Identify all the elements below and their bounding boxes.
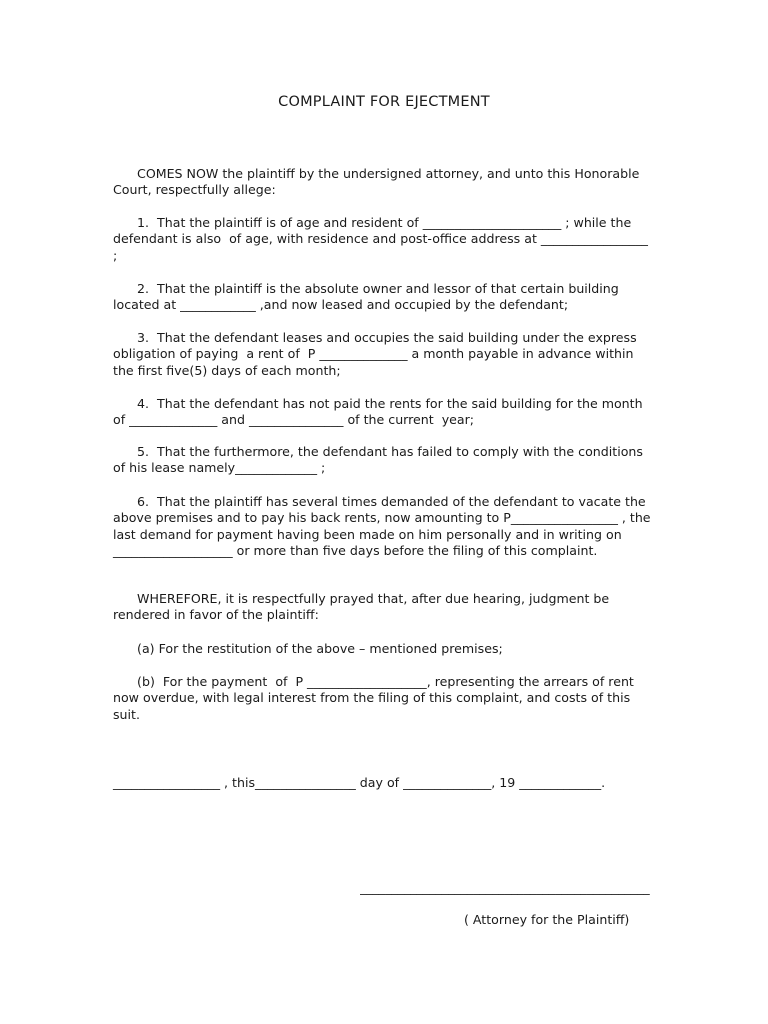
allegation-5: 5. That the furthermore, the defendant has failed to comply with the conditions of his lease namely_____________ ; bbox=[113, 444, 647, 476]
signature-line: ______________________________________________ bbox=[360, 880, 650, 895]
prayer-item-b: (b) For the payment of P ___________________, representing the arrears of rent now overdue, with legal interest from the filing of this complaint, and costs of this suit. bbox=[113, 674, 638, 722]
allegation-1: 1. That the plaintiff is of age and resident of ______________________ ; while the defendant is also of age, with residence and post-office address at _________________ ; bbox=[113, 215, 652, 263]
signature-label: ( Attorney for the Plaintiff) bbox=[464, 912, 630, 927]
allegation-3: 3. That the defendant leases and occupies the said building under the express obligation of paying a rent of P ______________ a month payable in advance within the first five(5) days of each month; bbox=[113, 330, 641, 378]
document-title: COMPLAINT FOR EJECTMENT bbox=[278, 94, 490, 110]
intro-paragraph: COMES NOW the plaintiff by the undersigned attorney, and unto this Honorable Court, respectfully allege: bbox=[113, 166, 644, 198]
allegation-6: 6. That the plaintiff has several times demanded of the defendant to vacate the above premises and to pay his back rents, now amounting to P_________________ , the last demand for payment having been made on him personally and in writing on ___________________ or more than five days before the filing of this complaint. bbox=[113, 494, 655, 559]
allegation-2: 2. That the plaintiff is the absolute owner and lessor of that certain building located at ____________ ,and now leased and occupied by the defendant; bbox=[113, 281, 623, 313]
allegation-4: 4. That the defendant has not paid the rents for the said building for the month of ______________ and _______________ of the current year; bbox=[113, 396, 647, 428]
prayer-item-a: (a) For the restitution of the above – mentioned premises; bbox=[113, 641, 503, 656]
prayer-paragraph: WHEREFORE, it is respectfully prayed that, after due hearing, judgment be rendered in favor of the plaintiff: bbox=[113, 591, 614, 623]
date-line: _________________ , this________________ day of ______________, 19 _____________. bbox=[113, 775, 606, 790]
